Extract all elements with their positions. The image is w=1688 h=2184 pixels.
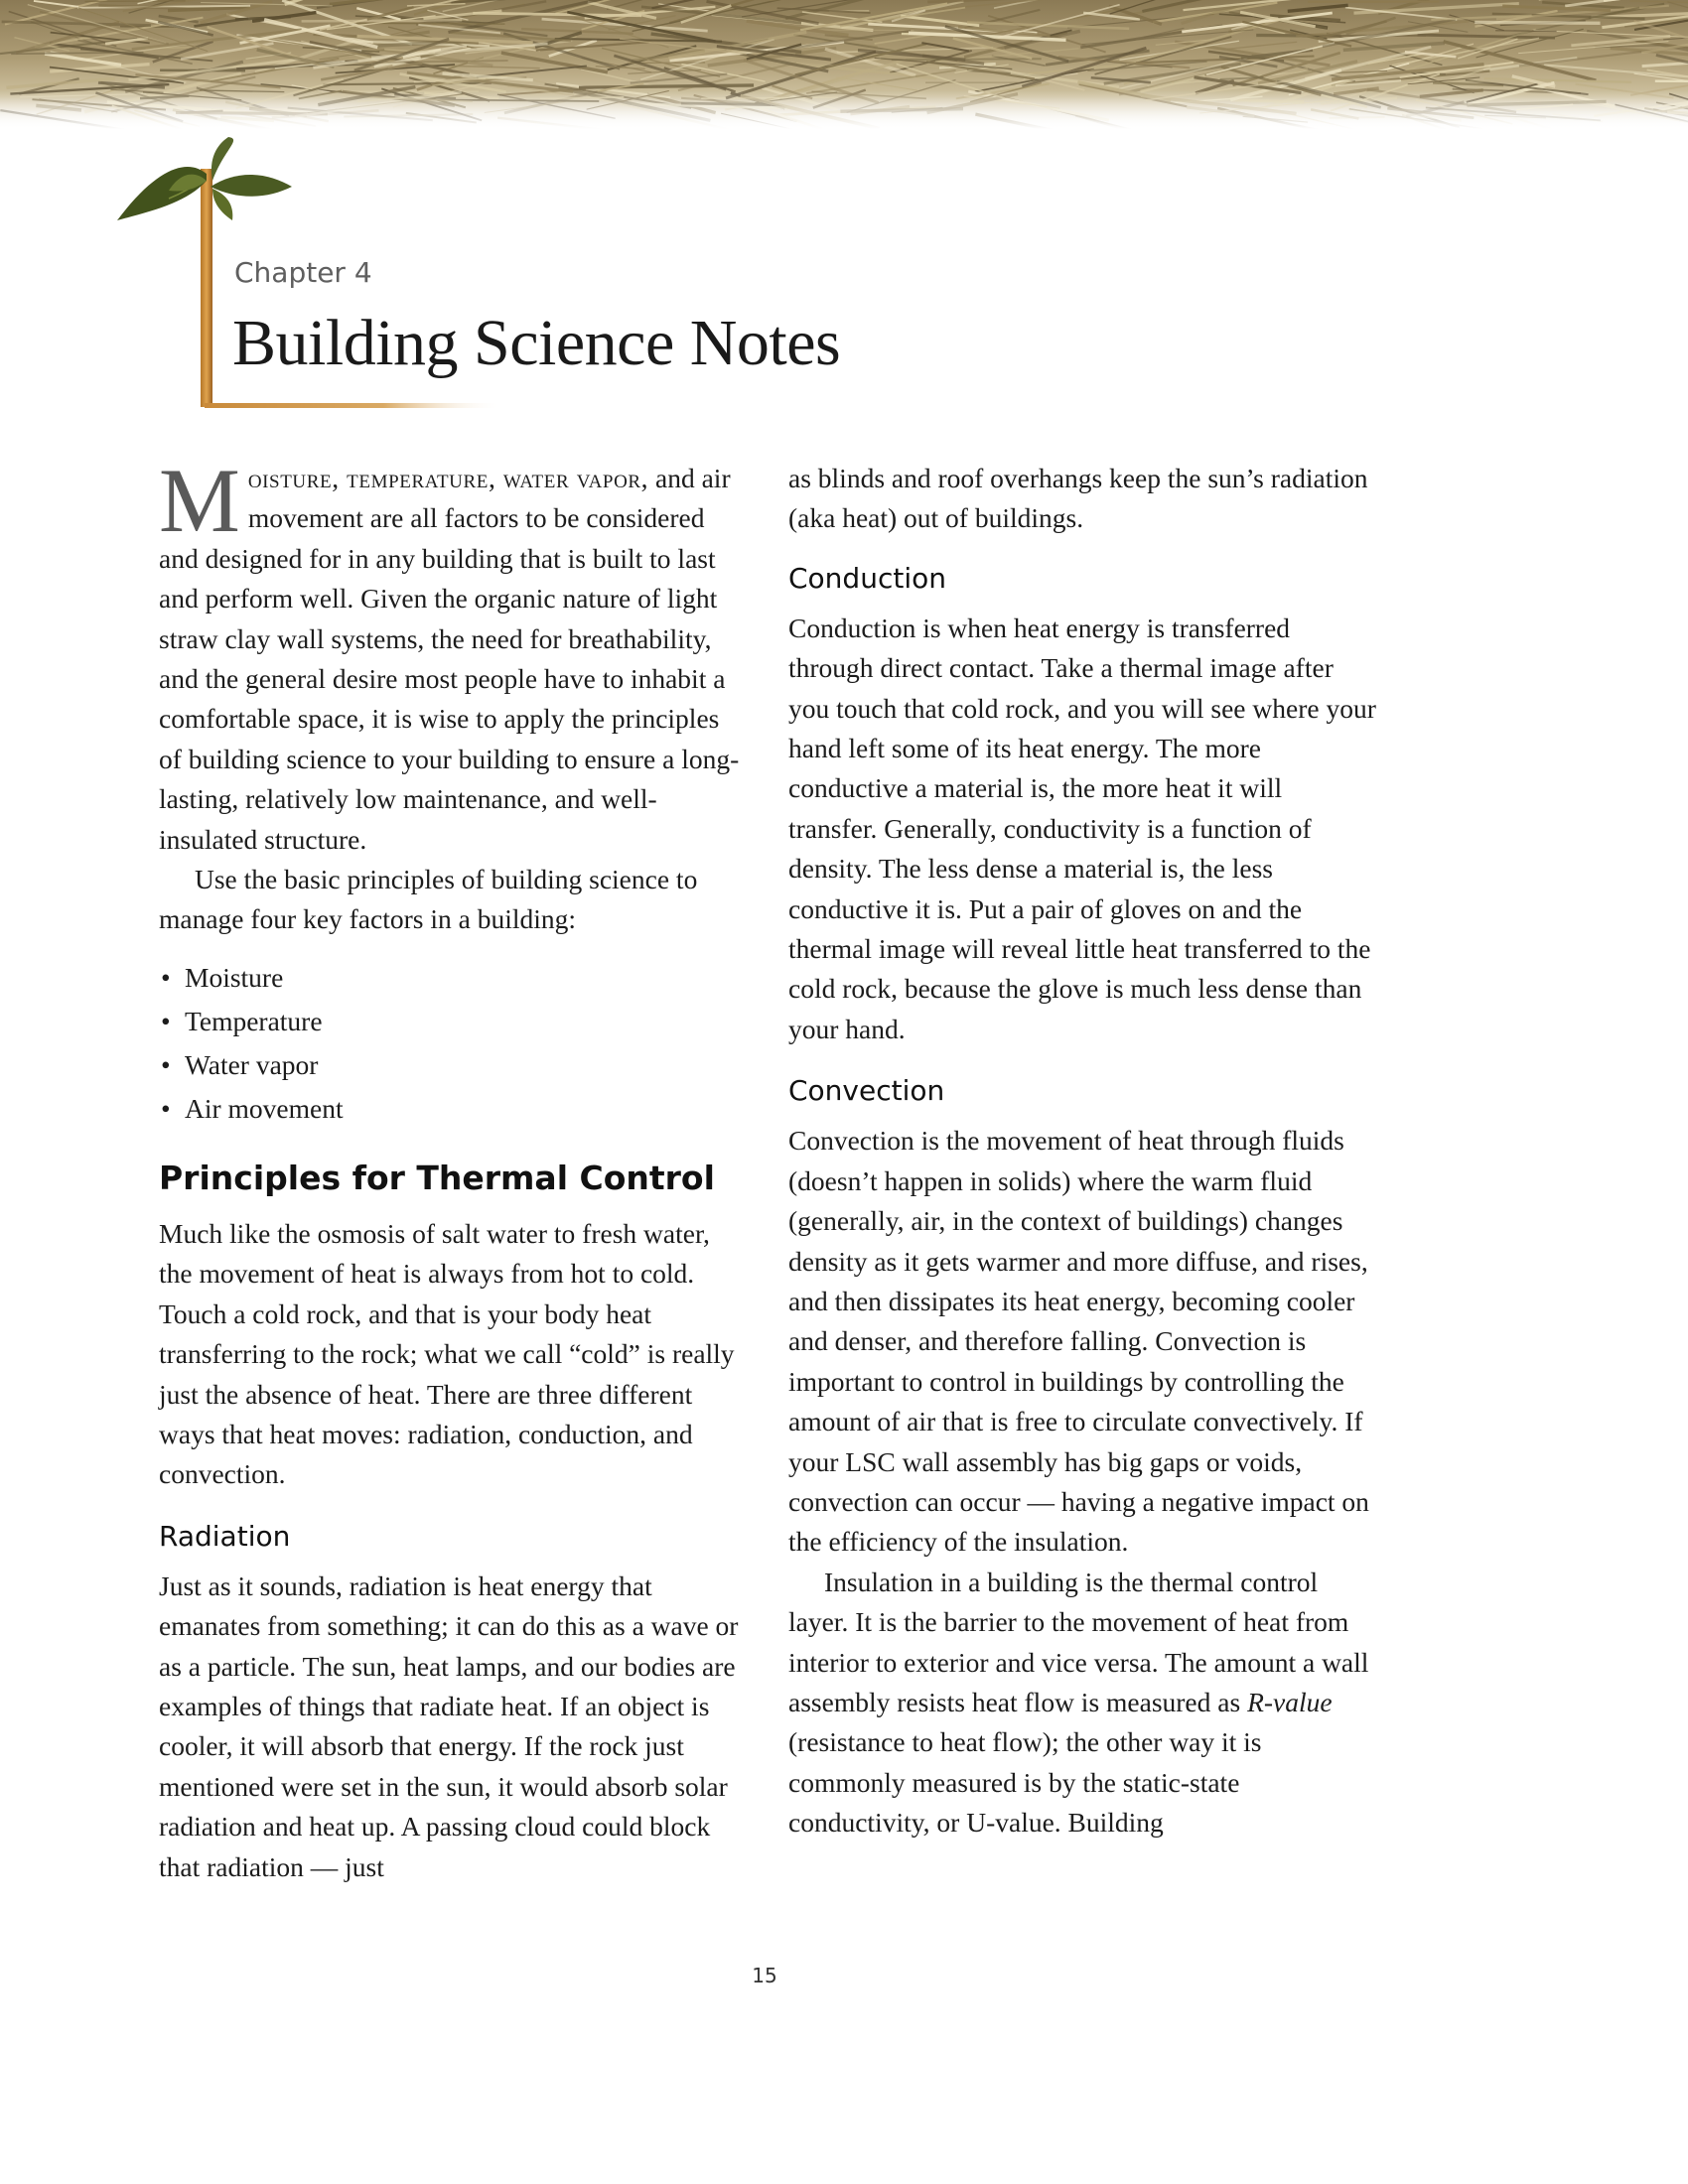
list-item: • Moisture [159, 956, 747, 1000]
insulation-paragraph: Insulation in a building is the thermal control layer. It is the barrier to the movement of heat from interior to exterior and vice versa. The amount a wall assembly resists heat flow is measured as R-value (resistance to heat flow); the other way it is commonly measured is by the static-state conductivity, or U-value. Building [788, 1566, 1369, 1839]
convection-paragraph: Convection is the movement of heat through fluids (doesn’t happen in solids) where the warm fluid (generally, air, in the context of buildings) changes density as it gets warmer and more diffuse, and rises, and then dissipates its heat energy, becoming cooler and denser, and therefore falling. Convection is important to control in buildings by controlling the amount of air that is free to circulate convectively. If your LSC wall assembly has big gaps or voids, convection can occur — having a negative impact on the efficiency of the insulation. [788, 1125, 1369, 1558]
bullet-icon: • [161, 961, 171, 993]
bullet-icon: • [161, 1092, 171, 1124]
subheading-radiation: Radiation [159, 1519, 291, 1553]
chapter-title: Building Science Notes [232, 307, 841, 379]
radiation-paragraph-continued: as blinds and roof overhangs keep the sun’s radiation (aka heat) out of buildings. [788, 463, 1368, 534]
chapter-label: Chapter 4 [234, 256, 372, 289]
list-item: • Water vapor [159, 1043, 747, 1087]
right-column [788, 459, 1376, 1843]
key-factors-list [159, 956, 747, 1131]
intro-lead: oisture, temperature, water vapor, [247, 463, 649, 493]
thermal-paragraph: Much like the osmosis of salt water to fresh water, the movement of heat is always from hot to cold. Touch a cold rock, and that is your body heat transferring to the rock; what we call “cold” is really just the absence of heat. There are three different ways that heat moves: radiation, conduction, and convection. [159, 1217, 735, 1490]
bullet-icon: • [161, 1048, 171, 1080]
straw-header-image [0, 0, 1688, 129]
subheading-convection: Convection [788, 1074, 945, 1108]
bullet-icon: • [161, 1005, 171, 1036]
subheading-conduction: Conduction [788, 561, 946, 595]
list-item: • Air movement [159, 1087, 747, 1131]
page-number: 15 [752, 1964, 777, 1987]
list-item: • Temperature [159, 1000, 747, 1043]
conduction-paragraph: Conduction is when heat energy is transferred through direct contact. Take a thermal image after you touch that cold rock, and you will see where your hand left some of its heat energy. The more conductive a material is, the more heat it will transfer. Generally, conductivity is a function of density. The less dense a material is, the less conductive it is. Put a pair of gloves on and the thermal image will reveal little heat transferred to the cold rock, because the glove is much less dense than your hand. [788, 612, 1376, 1044]
left-column [159, 450, 747, 1887]
r-value-term: R-value [1247, 1686, 1333, 1717]
radiation-paragraph: Just as it sounds, radiation is heat energy that emanates from something; it can do this as a wave or as a particle. The sun, heat lamps, and our bodies are examples of things that radiate heat. If an object is cooler, it will absorb that energy. If the rock just mentioned were set in the sun, it would absorb solar radiation and heat up. A passing cloud could block that radiation — just [159, 1570, 739, 1882]
intro-text: and air movement are all factors to be considered and designed for in any building that is built to last and perform well. Given the organic nature of light straw clay wall systems, the need for breathability, and the general desire most people have to inhabit a comfortable space, it is wise to apply the principles of building science to your building to ensure a long-lasting, relatively low maintenance, and well-insulated structure. [159, 463, 740, 855]
intro-paragraph-2: Use the basic principles of building science to manage four key factors in a building: [159, 864, 698, 935]
intro-paragraph [159, 450, 747, 860]
section-heading-thermal-control: Principles for Thermal Control [159, 1158, 715, 1197]
drop-cap: M [159, 450, 240, 551]
